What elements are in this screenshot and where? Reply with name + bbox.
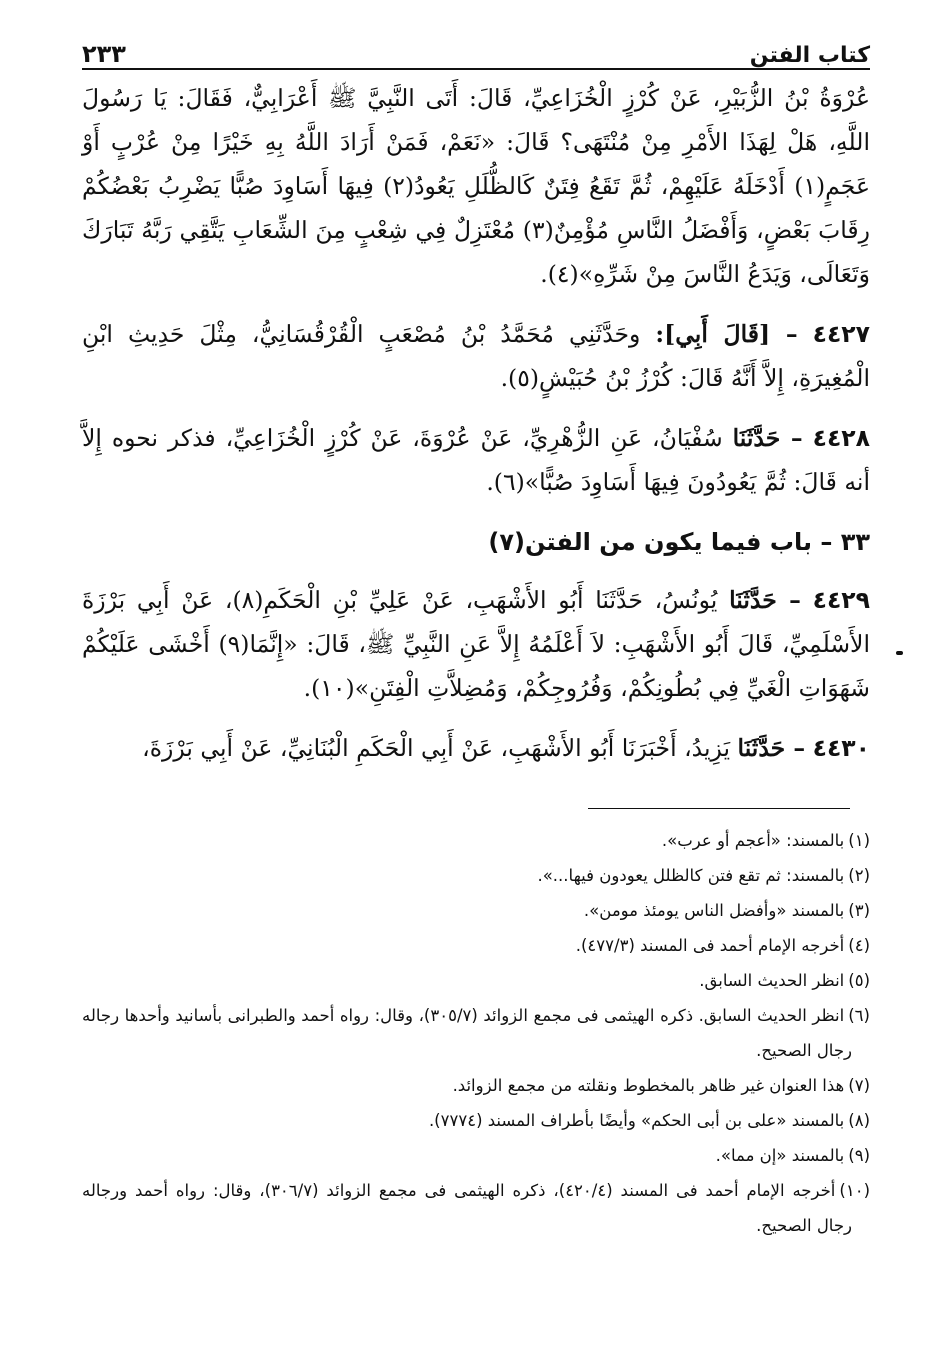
footnote-label: (٥) xyxy=(848,971,870,990)
hadith-text: يُونُسُ، حَدَّثَنَا أَبُو الأَشْهَبِ، عَنْ عَلِيِّ بْنِ الْحَكَمِ(٨)، عَنْ أَبِي بَرْزَةَ الأَسْلَمِيِّ، قَالَ أَبُو الأَشْهَبِ: لاَ أَعْلَمُهُ إِلاَّ عَنِ النَّبِيِّ ﷺ، قَالَ: «إِنَّمَا(٩) أَخْشَى عَلَيْكُمْ شَهَوَاتِ الْغَيِّ فِي بُطُونِكُمْ، وَفُرُوجِكُمْ، وَمُضِلاَّتِ الْفِتَنِ»(١٠). xyxy=(82,586,870,702)
hadith-text: عُرْوَةُ بْنُ الزُّبَيْرِ، عَنْ كُرْزٍ الْخُزَاعِيِّ، قَالَ: أَتَى النَّبِيَّ ﷺ أَعْرَابِيٌّ، فَقَالَ: يَا رَسُولَ اللَّهِ، هَلْ لِهَذَا الأَمْرِ مِنْ مُنْتَهَى؟ قَالَ: «نَعَمْ، فَمَنْ أَرَادَ اللَّهُ بِهِ خَيْرًا مِنْ عُرْبٍ أَوْ عَجَمٍ(١) أَدْخَلَهُ عَلَيْهِمْ، ثُمَّ تَقَعُ فِتَنٌ كَالظُّلَلِ يَعُودُ(٢) فِيهَا أَسَاوِدَ صُبًّا يَضْرِبُ بَعْضُكُمْ رِقَابَ بَعْضٍ، وَأَفْضَلُ النَّاسِ مُؤْمِنٌ(٣) مُعْتَزِلٌ فِي شِعْبٍ مِنَ الشِّعَابِ يَتَّقِي رَبَّهُ تَبَارَكَ وَتَعَالَى، وَيَدَعُ النَّاسَ مِنْ شَرِّهِ»(٤). xyxy=(82,84,870,288)
hadith-text: سُفْيَانُ، عَنِ الزُّهْرِيِّ، عَنْ عُرْوَةَ، عَنْ كُرْزٍ الْخُزَاعِيِّ، فذكر نحوه إِلاَّ أنه قَالَ: ثُمَّ يَعُودُونَ فِيهَا أَسَاوِدَ صُبًّا»(٦). xyxy=(82,424,870,496)
hadith-4427 xyxy=(82,312,870,400)
hadith-lead: – حَدَّثَنَا xyxy=(729,586,801,614)
footnote-label: (٤) xyxy=(848,936,870,955)
footnote-text: بالمسند «إن مما». xyxy=(715,1146,845,1165)
hadith-4430 xyxy=(82,726,870,770)
footnote-label: (٨) xyxy=(848,1111,870,1130)
hadith-text: وحَدَّثَنِي مُحَمَّدُ بْنُ مُصْعَبٍ الْقُرْقُسَانِيُّ، مِثْلَ حَدِيثِ ابْنِ الْمُغِيرَةِ، إِلاَّ أَنَّهُ قَالَ: كُرْزُ بْنُ حُبَيْشٍ(٥). xyxy=(82,320,870,392)
footnote-text: بالمسند: «أعجم أو عرب». xyxy=(661,831,845,850)
hadith-lead: – حَدَّثَنَا xyxy=(737,734,806,762)
hadith-text: يَزِيدُ، أَخْبَرَنَا أَبُو الأَشْهَبِ، عَنْ أَبِي الْحَكَمِ الْبُنَانِيِّ، عَنْ أَبِي بَرْزَةَ، xyxy=(142,734,731,762)
hadith-number: ٤٤٣٠ xyxy=(812,734,870,762)
footnote-label: (٦) xyxy=(848,1006,870,1025)
footnote-divider xyxy=(588,808,850,809)
footnote-label: (٢) xyxy=(848,866,870,885)
hadith-lead: – [قَالَ أَبِي]: xyxy=(655,320,798,348)
footnote xyxy=(82,823,870,858)
footnote xyxy=(82,928,870,963)
footnote-label: (٧) xyxy=(848,1076,870,1095)
footnote xyxy=(82,1103,870,1138)
footnote-text: انظر الحديث السابق. ذكره الهيثمى فى مجمع الزوائد (٣٠٥/٧)، وقال: رواه أحمد والطبرانى بأسانيد وأحدها رجاله رجال الصحيح. xyxy=(82,1006,852,1060)
hadith-continuation xyxy=(82,76,870,296)
footnote-label: (٣) xyxy=(848,901,870,920)
margin-mark xyxy=(896,651,903,655)
footnotes xyxy=(82,823,870,1243)
footnote xyxy=(82,1068,870,1103)
footnote-text: بالمسند: ثم تقع فتن كالظلل يعودون فيها...». xyxy=(537,866,845,885)
footnote xyxy=(82,858,870,893)
chapter-title: ٣٣ – باب فيما يكون من الفتن(٧) xyxy=(488,528,870,556)
footnote-label: (٩) xyxy=(848,1146,870,1165)
main-text xyxy=(82,76,870,770)
hadith-4429 xyxy=(82,578,870,710)
footnote-text: بالمسند «وأفضل الناس يومئذ مومن». xyxy=(583,901,845,920)
footnote xyxy=(82,1173,870,1243)
hadith-number: ٤٤٢٨ xyxy=(812,424,870,452)
footnote xyxy=(82,998,870,1068)
footnote-text: أخرجه الإمام أحمد فى المسند (٤٧٧/٣). xyxy=(575,936,845,955)
running-header xyxy=(82,26,870,70)
hadith-lead: – حَدَّثَنَا xyxy=(732,424,803,452)
hadith-number: ٤٤٢٩ xyxy=(812,586,870,614)
page-number: ٢٣٣ xyxy=(82,40,126,68)
hadith-4428 xyxy=(82,416,870,504)
footnote-text: هذا العنوان غير ظاهر بالمخطوط ونقلته من مجمع الزوائد. xyxy=(452,1076,845,1095)
footnote-label: (١) xyxy=(848,831,870,850)
footnote xyxy=(82,893,870,928)
footnote xyxy=(82,963,870,998)
footnote xyxy=(82,1138,870,1173)
footnote-text: بالمسند «على بن أبى الحكم» وأيضًا بأطراف المسند (٧٧٧٤). xyxy=(428,1111,845,1130)
book-title: كتاب الفتن xyxy=(749,43,870,68)
hadith-number: ٤٤٢٧ xyxy=(812,320,870,348)
footnote-label: (١٠) xyxy=(839,1181,870,1200)
footnote-text: أخرجه الإمام أحمد فى المسند (٤٢٠/٤)، ذكره الهيثمى فى مجمع الزوائد (٣٠٦/٧)، وقال: رواه أحمد ورجاله رجال الصحيح. xyxy=(82,1181,852,1235)
footnote-text: انظر الحديث السابق. xyxy=(699,971,845,990)
